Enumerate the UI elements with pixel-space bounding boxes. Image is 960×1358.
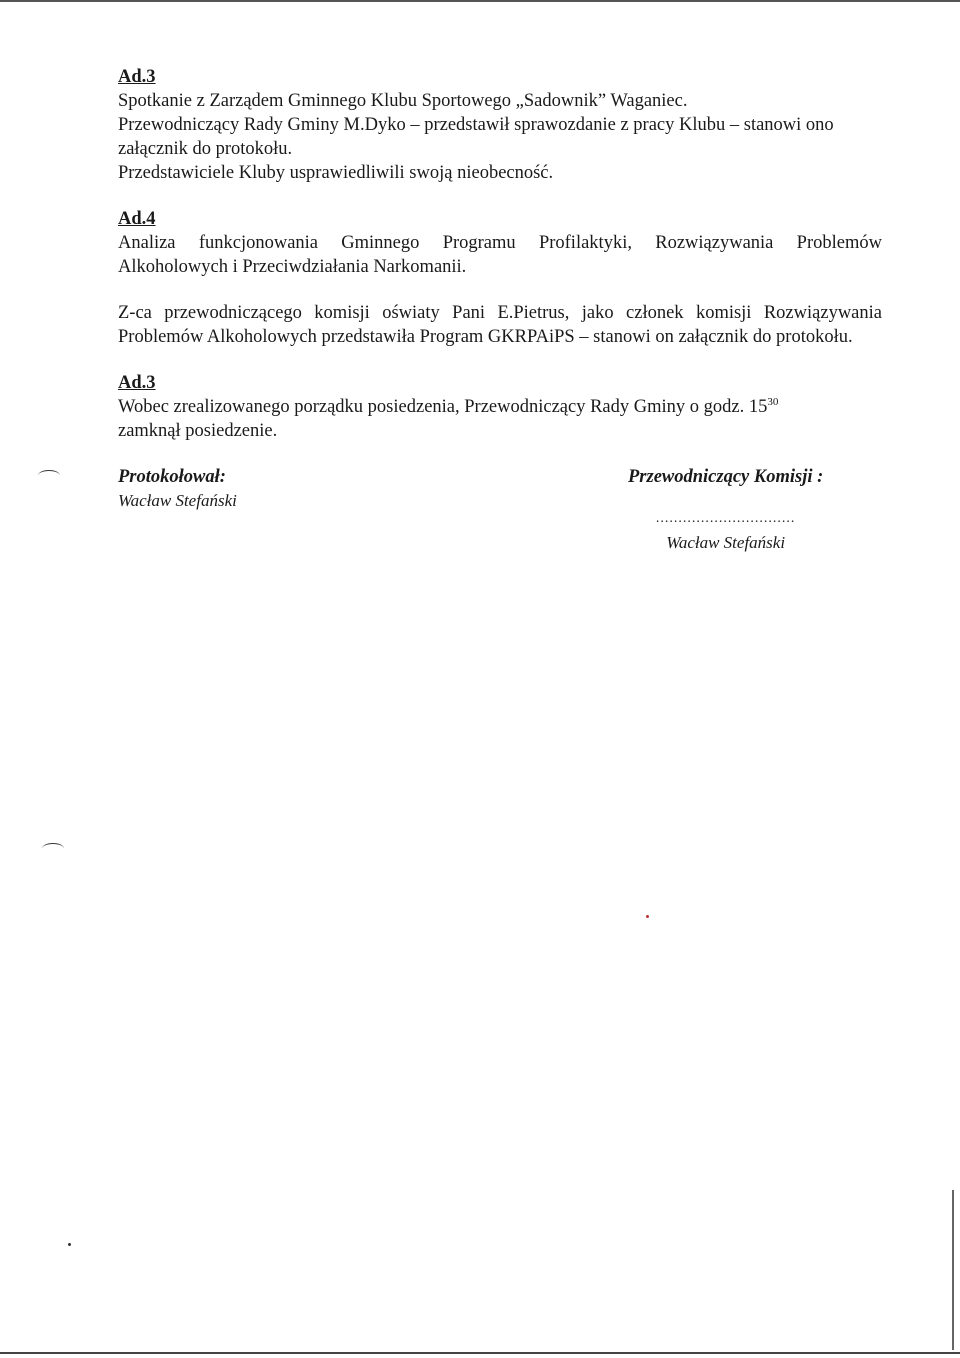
- paragraph-text: Analiza funkcjonowania Gminnego Programu Profilaktyki, Rozwiązywania Problemów Alkoholowych i Przeciwdziałania Narkomanii.: [118, 233, 882, 277]
- paragraph-line: Przewodniczący Rady Gminy M.Dyko – przedstawił sprawozdanie z pracy Klubu – stanowi ono załącznik do protokołu.: [118, 115, 834, 159]
- signature-left-name: Wacław Stefański: [118, 491, 237, 510]
- paragraph-text: Z-ca przewodniczącego komisji oświaty Pani E.Pietrus, jako członek komisji Rozwiązywania Problemów Alkoholowych przedstawiła Program GKRPAiPS – stanowi on załącznik do protokołu.: [118, 303, 882, 347]
- closing-line: zamknął posiedzenie.: [118, 421, 278, 441]
- paragraph-line: Przedstawiciele Kluby usprawiedliwili swoją nieobecność.: [118, 163, 554, 183]
- scan-edge-bottom: [0, 1352, 960, 1354]
- scan-edge-right: [952, 1190, 954, 1350]
- signature-block: [118, 465, 882, 565]
- section-ad3-club-meeting: [118, 65, 882, 185]
- scan-mark: [42, 843, 64, 854]
- section-heading: Ad.3: [118, 373, 156, 393]
- paragraph-line: Spotkanie z Zarządem Gminnego Klubu Sportowego „Sadownik” Waganiec.: [118, 91, 688, 111]
- signature-left-title: Protokołował:: [118, 467, 226, 487]
- scan-speck: [646, 915, 649, 918]
- section-ad4-program-analysis: [118, 207, 882, 279]
- section-heading: Ad.4: [118, 209, 156, 229]
- closing-time-superscript: 30: [767, 395, 779, 408]
- signature-right: [628, 465, 823, 555]
- signature-right-name: Wacław Stefański: [666, 533, 786, 552]
- signature-left: [118, 465, 237, 513]
- scan-mark: [38, 470, 60, 481]
- document-page: [118, 65, 882, 565]
- scan-edge-top: [0, 0, 960, 2]
- section-program-presentation: [118, 301, 882, 349]
- signature-right-title: Przewodniczący Komisji :: [628, 467, 824, 487]
- section-heading: Ad.3: [118, 67, 156, 87]
- section-ad3-closing: [118, 371, 882, 443]
- closing-text: Wobec zrealizowanego porządku posiedzenia, Przewodniczący Rady Gminy o godz. 15: [118, 397, 768, 417]
- paragraph-text: [118, 395, 882, 419]
- signature-line: ...............................: [655, 511, 796, 526]
- scan-speck: [68, 1243, 71, 1246]
